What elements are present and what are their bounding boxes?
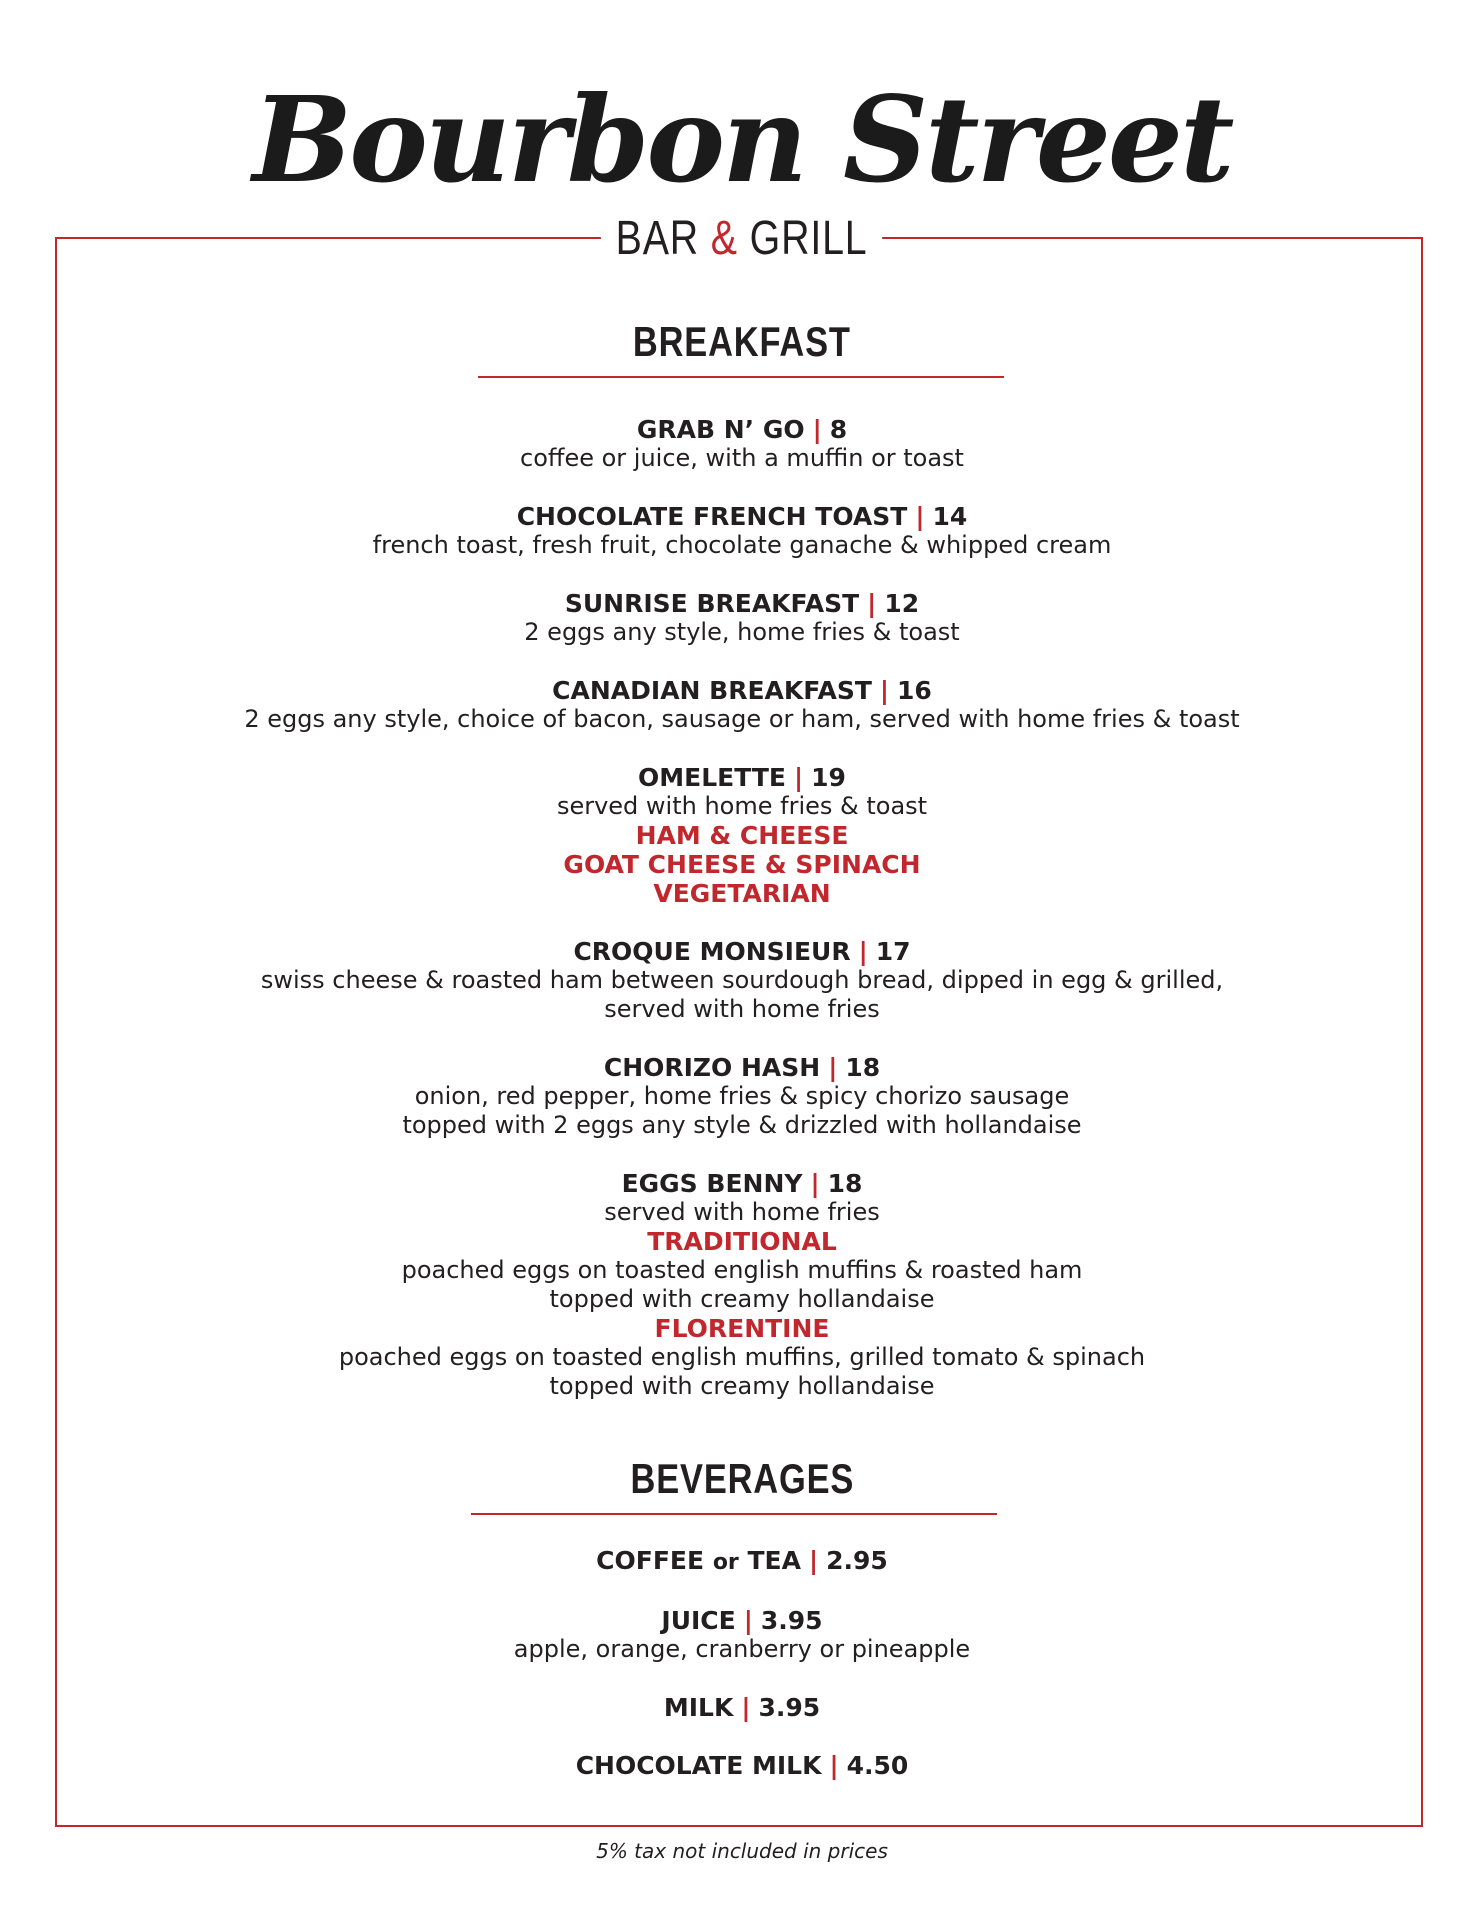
menu-item-title xyxy=(0,415,1484,444)
menu-item-title xyxy=(0,1751,1484,1780)
menu-item-price: 4.50 xyxy=(846,1751,909,1780)
menu-item-name: CHOCOLATE MILK xyxy=(575,1751,822,1780)
menu-item-description: coffee or juice, with a muffin or toast xyxy=(520,444,964,472)
breakfast-items xyxy=(0,415,1484,1430)
menu-item-description: poached eggs on toasted english muffins, grilled tomato & spinach xyxy=(338,1343,1146,1371)
price-separator: | xyxy=(828,1053,838,1082)
menu-item-title xyxy=(0,1169,1484,1198)
menu-item xyxy=(0,1693,1484,1722)
menu-item-price: 18 xyxy=(827,1169,863,1198)
menu-item-name: EGGS BENNY xyxy=(621,1169,803,1198)
breakfast-heading: BREAKFAST xyxy=(633,318,851,365)
menu-item-price: 8 xyxy=(829,415,848,444)
menu-item-description: 2 eggs any style, home fries & toast xyxy=(524,618,960,646)
brand-subtitle xyxy=(0,213,1484,265)
menu-item-variant: HAM & CHEESE xyxy=(635,821,849,850)
menu-item-variant: VEGETARIAN xyxy=(653,879,831,908)
menu-item-description: apple, orange, cranberry or pineapple xyxy=(513,1635,971,1663)
menu-item-description: topped with creamy hollandaise xyxy=(549,1285,935,1313)
menu-item xyxy=(0,763,1484,908)
menu-item-name: CHOCOLATE FRENCH TOAST xyxy=(516,502,908,531)
menu-item-price: 18 xyxy=(845,1053,881,1082)
price-separator: | xyxy=(867,589,877,618)
menu-item-price: 14 xyxy=(932,502,968,531)
menu-item-name: CROQUE MONSIEUR xyxy=(573,937,851,966)
menu-item-description: 2 eggs any style, choice of bacon, sausage or ham, served with home fries & toast xyxy=(244,705,1240,733)
price-separator: | xyxy=(829,1751,839,1780)
menu-item-name-or: or xyxy=(712,1550,739,1575)
menu-item-name: OMELETTE xyxy=(638,763,787,792)
menu-item-description: served with home fries & toast xyxy=(556,792,928,820)
brand-script-logo: Bourbon Street xyxy=(252,70,1232,209)
menu-item-name: CHORIZO HASH xyxy=(603,1053,821,1082)
menu-item-description: topped with 2 eggs any style & drizzled with hollandaise xyxy=(402,1111,1082,1139)
menu-item-title xyxy=(0,676,1484,705)
menu-item-price: 16 xyxy=(897,676,932,705)
brand-sub-amp: & xyxy=(711,212,739,265)
menu-item-description: poached eggs on toasted english muffins & roasted ham xyxy=(401,1256,1083,1284)
menu-item-name: GRAB N’ GO xyxy=(636,415,805,444)
menu-item xyxy=(0,1546,1484,1577)
menu-item-title xyxy=(0,502,1484,531)
brand-sub-bar: BAR xyxy=(616,212,700,265)
menu-item-price: 2.95 xyxy=(826,1546,888,1575)
menu-item xyxy=(0,676,1484,734)
price-separator: | xyxy=(741,1693,751,1722)
menu-item-description: onion, red pepper, home fries & spicy chorizo sausage xyxy=(414,1082,1070,1110)
menu-item-name: JUICE xyxy=(661,1606,736,1635)
menu-item-price: 3.95 xyxy=(760,1606,823,1635)
menu-item xyxy=(0,937,1484,1024)
menu-item-title xyxy=(0,937,1484,966)
menu-item xyxy=(0,502,1484,560)
beverages-rule xyxy=(471,1513,997,1515)
menu-item-name: MILK xyxy=(663,1693,734,1722)
menu-item-title xyxy=(0,1606,1484,1635)
price-separator: | xyxy=(915,502,925,531)
menu-item-name: SUNRISE BREAKFAST xyxy=(564,589,860,618)
brand-sub-grill: GRILL xyxy=(750,212,868,265)
menu-item-name: COFFEE xyxy=(596,1546,705,1575)
menu-item xyxy=(0,589,1484,647)
price-separator: | xyxy=(858,937,868,966)
menu-item xyxy=(0,1751,1484,1780)
menu-item-description: french toast, fresh fruit, chocolate ganache & whipped cream xyxy=(372,531,1112,559)
menu-item-description: topped with creamy hollandaise xyxy=(549,1372,935,1400)
menu-item-title xyxy=(0,589,1484,618)
price-separator: | xyxy=(810,1169,820,1198)
beverages-heading: BEVERAGES xyxy=(630,1455,854,1502)
menu-item-price: 19 xyxy=(811,763,846,792)
menu-item-name: TEA xyxy=(747,1546,801,1575)
menu-item-title xyxy=(0,1546,1484,1577)
menu-item xyxy=(0,415,1484,473)
menu-item-price: 17 xyxy=(875,937,911,966)
menu-item-price: 12 xyxy=(884,589,920,618)
menu-item-description: swiss cheese & roasted ham between sourdough bread, dipped in egg & grilled, xyxy=(260,966,1224,994)
price-separator: | xyxy=(794,763,804,792)
menu-item-price: 3.95 xyxy=(758,1693,821,1722)
menu-item xyxy=(0,1606,1484,1664)
menu-item xyxy=(0,1169,1484,1401)
menu-item-description: served with home fries xyxy=(604,995,880,1023)
tax-note: 5% tax not included in prices xyxy=(596,1839,888,1863)
menu-item-variant: GOAT CHEESE & SPINACH xyxy=(563,850,921,879)
menu-item-description: served with home fries xyxy=(604,1198,880,1226)
breakfast-rule xyxy=(478,376,1004,378)
menu-item-title xyxy=(0,1053,1484,1082)
menu-item-title xyxy=(0,763,1484,792)
price-separator: | xyxy=(808,1546,819,1575)
menu-item xyxy=(0,1053,1484,1140)
menu-item-variant: TRADITIONAL xyxy=(647,1227,837,1256)
price-separator: | xyxy=(743,1606,753,1635)
price-separator: | xyxy=(812,415,822,444)
menu-item-title xyxy=(0,1693,1484,1722)
menu-item-variant: FLORENTINE xyxy=(654,1314,830,1343)
menu-item-name: CANADIAN BREAKFAST xyxy=(552,676,872,705)
price-separator: | xyxy=(879,676,890,705)
beverage-items xyxy=(0,1546,1484,1809)
